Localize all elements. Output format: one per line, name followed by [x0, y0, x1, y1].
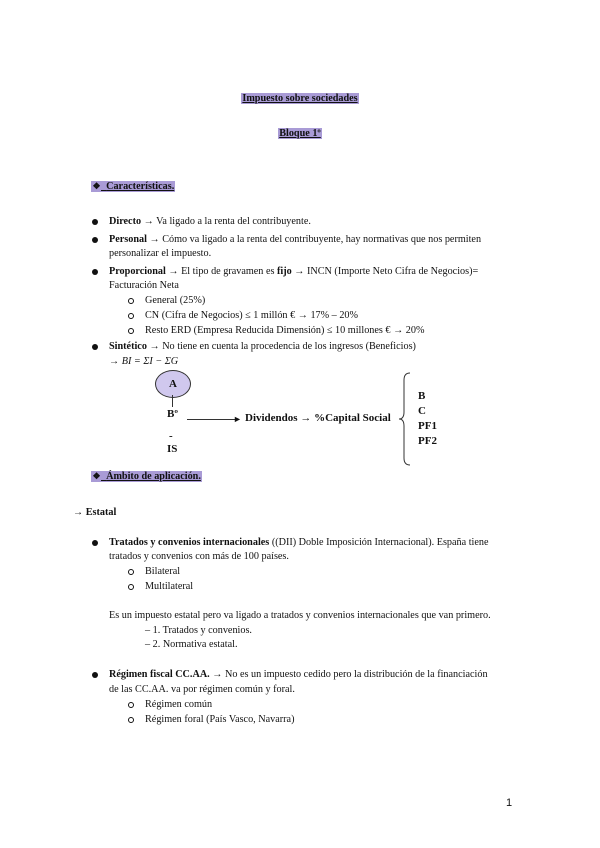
diagram-list-item: PF2 [418, 435, 437, 447]
circle-bullet-icon [128, 584, 134, 590]
bullet-icon [92, 237, 98, 243]
diagram-minus: - [169, 430, 173, 442]
section-label: Características. [106, 181, 175, 192]
bullet-icon [92, 219, 98, 225]
sub-item: Resto ERD (Empresa Reducida Dimensión) ≤ 10 millones € → 20% [145, 325, 425, 336]
item-personal: Personal → Cómo va ligado a la renta del contribuyente, hay normativas que nos permiten [109, 234, 482, 245]
diagram-list-item: B [418, 390, 426, 402]
paragraph: Es un impuesto estatal pero va ligado a tratados y convenios internacionales que van primero. [109, 610, 491, 621]
item-sintetico: Sintético → No tiene en cuenta la procedencia de los ingresos (Beneficios) [109, 341, 416, 352]
item-proporcional: Proporcional → El tipo de gravamen es fijo → INCN (Importe Neto Cifra de Negocios)= [109, 266, 479, 277]
diagram-b: Bº [167, 408, 178, 420]
item-regimen-cont: de las CC.AA. va por régimen común y foral. [109, 684, 295, 695]
circle-bullet-icon [128, 298, 134, 304]
section-ambito [91, 471, 202, 482]
diagram-dividendos: Dividendos → %Capital Social [245, 412, 391, 424]
sub-item: Régimen común [145, 699, 213, 710]
item-personal-cont: personalizar el impuesto. [109, 248, 212, 259]
diagram-circle: A [155, 370, 191, 398]
item-tratados-cont: tratados y convenios con más de 100 países. [109, 551, 289, 562]
sub-item: Bilateral [145, 566, 181, 577]
circle-bullet-icon [128, 717, 134, 723]
section-label: Ámbito de aplicación. [106, 471, 201, 482]
item-regimen: Régimen fiscal CC.AA. → No es un impuesto cedido pero la distribución de la financiación [109, 669, 488, 680]
item-proporcional-cont: Facturación Neta [109, 280, 179, 291]
bullet-icon [92, 540, 98, 546]
brace-icon [398, 372, 412, 466]
circle-bullet-icon [128, 569, 134, 575]
circle-bullet-icon [128, 328, 134, 334]
order-item: – 1. Tratados y convenios. [145, 625, 252, 636]
estatal-heading: → Estatal [73, 507, 117, 518]
block-title: Bloque 1º [279, 128, 321, 139]
sub-item: General (25%) [145, 295, 206, 306]
arrow-line [187, 419, 236, 420]
circle-bullet-icon [128, 313, 134, 319]
item-directo: Directo → Va ligado a la renta del contribuyente. [109, 216, 311, 227]
page-title: Impuesto sobre sociedades [242, 93, 358, 104]
circle-bullet-icon [128, 702, 134, 708]
connector-line [172, 395, 173, 407]
sub-item: Régimen foral (País Vasco, Navarra) [145, 714, 295, 725]
bullet-icon [92, 269, 98, 275]
diamond-bullet-icon: ❖ [92, 181, 101, 191]
formula: → BI = ΣI − ΣG [109, 356, 179, 367]
diagram-list-item: PF1 [418, 420, 437, 432]
diagram-list-item: C [418, 405, 426, 417]
bullet-icon [92, 672, 98, 678]
order-item: – 2. Normativa estatal. [145, 639, 238, 650]
section-caracteristicas [91, 181, 175, 192]
sub-item: CN (Cifra de Negocios) ≤ 1 millón € → 17% – 20% [145, 310, 358, 321]
bullet-icon [92, 344, 98, 350]
sub-item: Multilateral [145, 581, 194, 592]
diagram-is: IS [167, 443, 178, 455]
diamond-bullet-icon: ❖ [92, 471, 101, 481]
arrow-head-icon: ► [233, 414, 242, 424]
item-tratados: Tratados y convenios internacionales ((DII) Doble Imposición Internacional). España tiene [109, 537, 489, 548]
page-number: 1 [506, 797, 513, 809]
